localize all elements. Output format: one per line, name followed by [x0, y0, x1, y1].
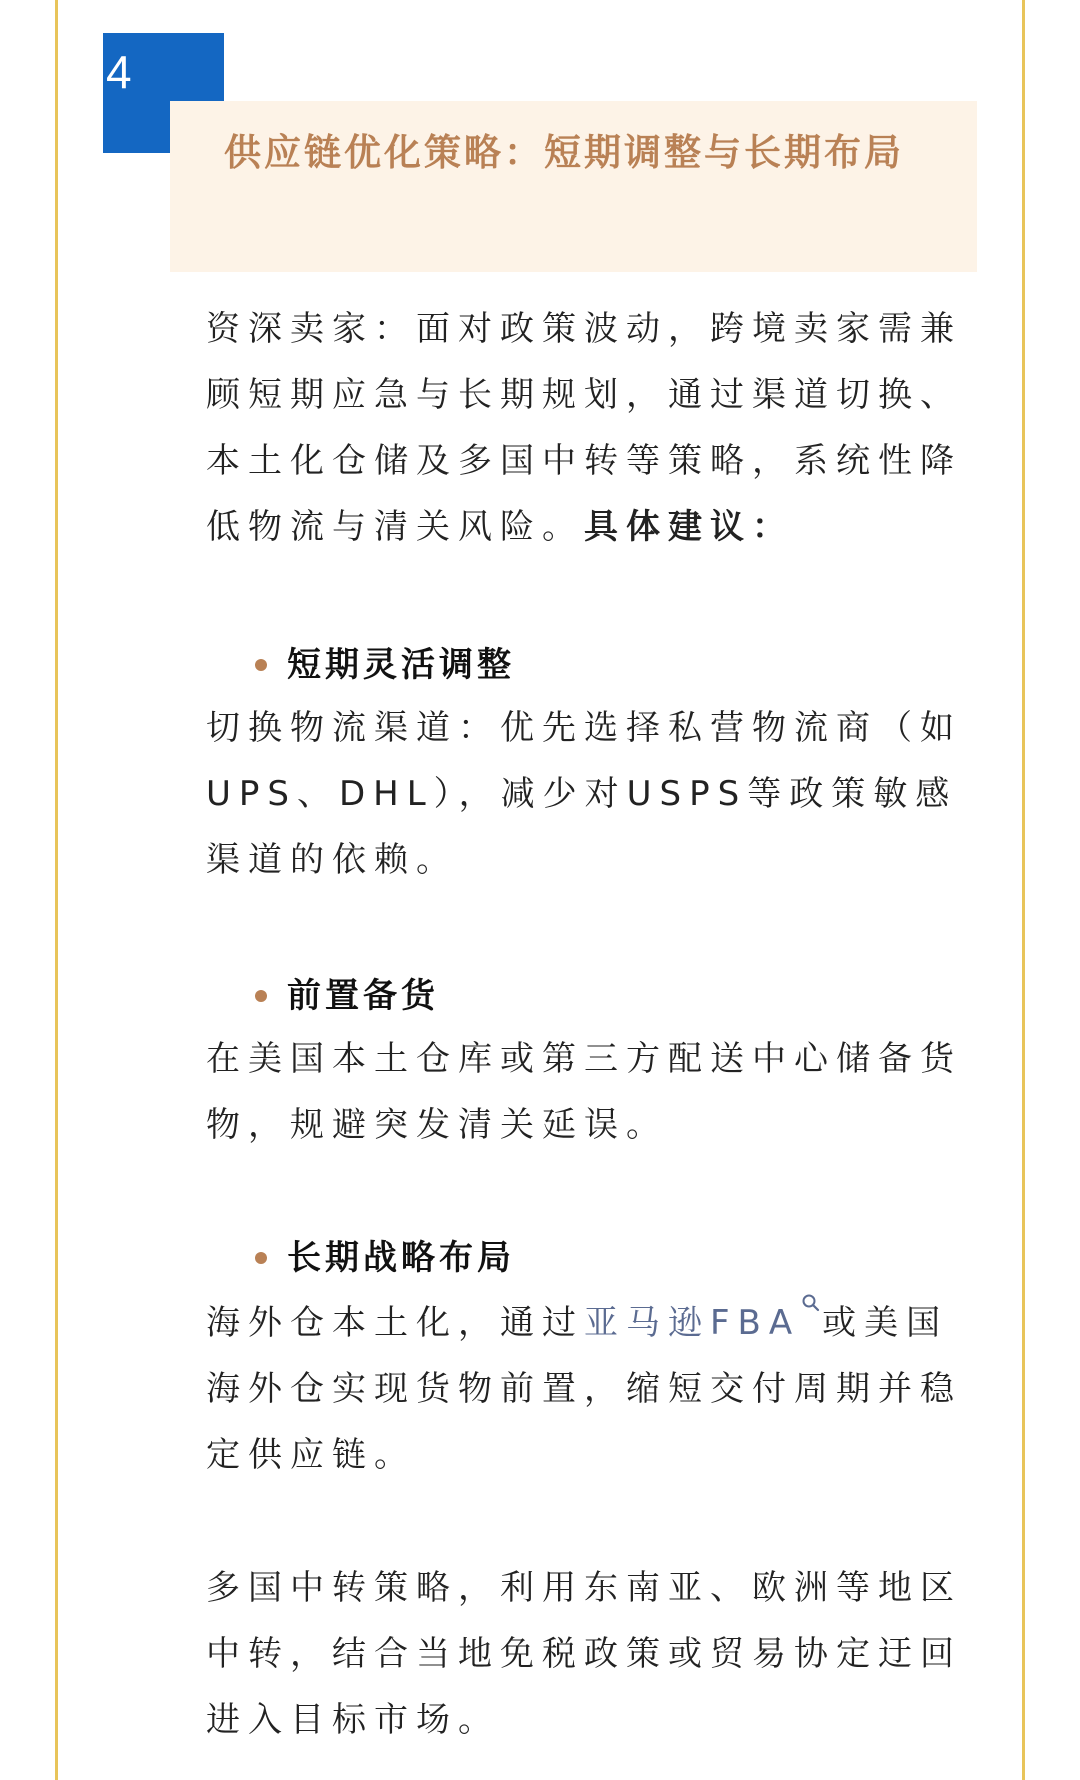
section-number: 4	[106, 46, 132, 98]
search-icon[interactable]	[802, 1294, 820, 1316]
frame-right-border	[1022, 0, 1025, 1780]
bullet-body-text: 海外仓本土化，通过	[206, 1303, 584, 1343]
section-title-box	[170, 101, 977, 272]
bullet-body	[206, 1026, 976, 1158]
closing-text: 多国中转策略，利用东南亚、欧洲等地区中转，结合当地免税政策或贸易协定迂回进入目标市场。	[206, 1568, 962, 1740]
bullet-body-text-after: 或美国海外仓实现货物前置，缩短交付周期并稳定供应链。	[206, 1303, 962, 1475]
intro-paragraph	[206, 296, 976, 560]
bullet-heading: 长期战略布局	[287, 1238, 515, 1278]
bullet-dot	[255, 659, 267, 671]
bullet-heading: 短期灵活调整	[287, 645, 515, 685]
fba-link[interactable]: 亚马逊FBA	[584, 1303, 801, 1343]
intro-text: 资深卖家：面对政策波动，跨境卖家需兼顾短期应急与长期规划，通过渠道切换、本土化仓储及多国中转等策略，系统性降低物流与清关风险。	[206, 309, 962, 547]
section-title: 供应链优化策略：短期调整与长期布局	[224, 131, 904, 174]
bullet-body	[206, 695, 976, 893]
bullet-heading: 前置备货	[287, 976, 439, 1016]
closing-paragraph	[206, 1555, 976, 1753]
bullet-body-text: 切换物流渠道：优先选择私营物流商（如UPS、DHL），减少对USPS等政策敏感渠道的依赖。	[206, 708, 962, 880]
frame-left-border	[55, 0, 58, 1780]
bullet-body-text: 在美国本土仓库或第三方配送中心储备货物，规避突发清关延误。	[206, 1039, 962, 1145]
bullet-body	[206, 1290, 976, 1488]
bullet-dot	[255, 990, 267, 1002]
intro-bold-tail: 具体建议：	[584, 507, 794, 547]
bullet-dot	[255, 1252, 267, 1264]
